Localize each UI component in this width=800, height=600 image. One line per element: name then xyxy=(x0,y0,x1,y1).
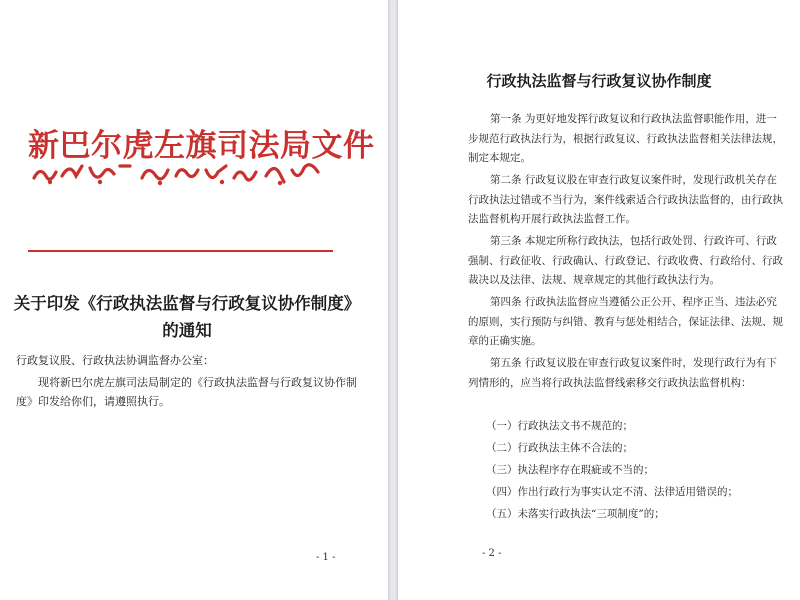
page-number: - 1 - xyxy=(316,552,336,563)
notice-title xyxy=(12,290,362,344)
page-2 xyxy=(398,0,800,600)
article-2: 第二条 行政复议股在审查行政复议案件时，发现行政机关存在行政执法过错或不当行为，案件线索适合行政执法监督的，由行政执法监督机构开展行政执法监督工作。 xyxy=(468,174,783,225)
article-4: 第四条 行政执法监督应当遵循公正公开、程序正当、违法必究的原则，实行预防与纠错、教育与惩处相结合，保证法律、法规、规章的正确实施。 xyxy=(468,296,783,347)
mongolian-script-masthead xyxy=(30,158,330,188)
list-item: （四）作出行政行为事实认定不清、法律适用错误的； xyxy=(486,486,738,498)
article-1: 第一条 为更好地发挥行政复议和行政执法监督职能作用，进一步规范行政执法行为，根据行政复议、行政执法监督相关法律法规，制定本规定。 xyxy=(468,113,783,164)
red-separator-rule xyxy=(28,250,333,252)
list-item: （二）行政执法主体不合法的； xyxy=(486,442,633,454)
page-1 xyxy=(0,0,388,600)
notice-body: 现将新巴尔虎左旗司法局制定的《行政执法监督与行政复议协作制度》印发给你们，请遵照执行。 xyxy=(16,376,357,408)
notice-title-line-1: 关于印发《行政执法监督与行政复议协作制度》 xyxy=(13,294,361,313)
list-item: （五）未落实行政执法“三项制度”的； xyxy=(486,508,665,520)
notice-title-line-2: 的通知 xyxy=(162,321,212,340)
list-item: （一）行政执法文书不规范的； xyxy=(486,420,633,432)
article-3: 第三条 本规定所称行政执法，包括行政处罚、行政许可、行政强制、行政征收、行政确认、行政登记、行政收费、行政给付、行政裁决以及法律、法规、规章规定的其他行政执法行为。 xyxy=(468,235,783,286)
document-masthead: 新巴尔虎左旗司法局文件 xyxy=(28,128,375,164)
page-number: - 2 - xyxy=(482,548,502,559)
regulation-title: 行政执法监督与行政复议协作制度 xyxy=(486,72,712,90)
article-5: 第五条 行政复议股在审查行政复议案件时，发现行政行为有下列情形的，应当将行政执法监督线索移交行政执法监督机构： xyxy=(468,357,777,389)
list-item: （三）执法程序存在瑕疵或不当的； xyxy=(486,464,654,476)
recipients-line: 行政复议股、行政执法协调监督办公室： xyxy=(16,354,214,367)
